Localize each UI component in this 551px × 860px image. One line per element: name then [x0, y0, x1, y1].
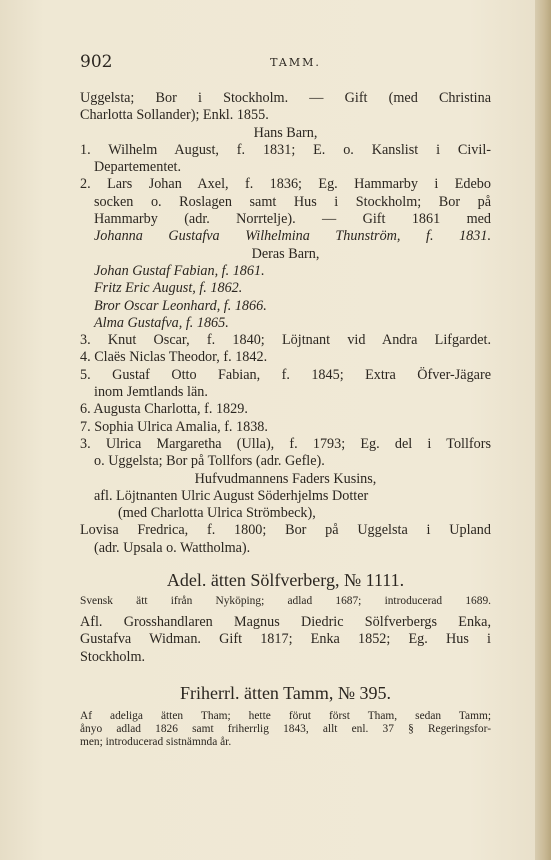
- text-line: Charlotta Sollander); Enkl. 1855.: [80, 107, 269, 124]
- page-edge: [535, 0, 551, 860]
- text-line: 3. Knut Oscar, f. 1840; Löjtnant vid Andra Lifgardet.: [80, 332, 491, 349]
- text-line: Af adeliga ätten Tham; hette förut först Tham, sedan Tamm;: [80, 709, 491, 722]
- section-heading-tamm: Friherrl. ätten Tamm, № 395.: [179, 682, 392, 703]
- text-line: o. Uggelsta; Bor på Tollfors (adr. Gefle).: [94, 453, 325, 470]
- text-line: 1. Wilhelm August, f. 1831; E. o. Kanslist i Civil-: [80, 141, 491, 158]
- text-line: 2. Lars Johan Axel, f. 1836; Eg. Hammarby i Edebo: [80, 176, 491, 193]
- text-line: Afl. Grosshandlaren Magnus Diedric Sölfverbergs Enka,: [80, 614, 491, 631]
- text-line: Fritz Eric August, f. 1862.: [94, 280, 243, 297]
- running-head: TAMM.: [270, 56, 321, 69]
- text-line: 3. Ulrica Margaretha (Ulla), f. 1793; Eg. del i Tollfors: [80, 435, 491, 452]
- text-line: socken o. Roslagen samt Hus i Stockholm; Bor på: [94, 193, 491, 210]
- text-line: Hans Barn,: [253, 124, 318, 141]
- text-line: Alma Gustafva, f. 1865.: [94, 314, 229, 331]
- text-line: inom Jemtlands län.: [94, 384, 208, 401]
- text-line: (med Charlotta Ulrica Strömbeck),: [118, 505, 316, 522]
- text-line: Johan Gustaf Fabian, f. 1861.: [94, 262, 265, 279]
- text-line: (adr. Upsala o. Wattholma).: [94, 539, 251, 556]
- text-line: 4. Claës Niclas Theodor, f. 1842.: [80, 349, 268, 366]
- text-line: ånyo adlad 1826 samt friherrlig 1843, allt enl. 37 § Regeringsfor-: [80, 722, 491, 735]
- text-line: Stockholm.: [80, 648, 146, 665]
- text-line: Hufvudmannens Faders Kusins,: [194, 470, 377, 487]
- page-header: [80, 52, 511, 74]
- page-number: 902: [80, 52, 113, 72]
- text-line: Uggelsta; Bor i Stockholm. — Gift (med Christina: [80, 90, 491, 106]
- text-line: Gustafva Widman. Gift 1817; Enka 1852; Eg. Hus i: [80, 631, 491, 648]
- text-line: Deras Barn,: [251, 245, 320, 262]
- text-line: Hammarby (adr. Norrtelje). — Gift 1861 med: [94, 211, 491, 228]
- text-line: men; introducerad sistnämnda år.: [80, 735, 232, 748]
- text-line: Departementet.: [94, 159, 182, 176]
- section-heading-solfverberg: Adel. ätten Sölfverberg, № 1111.: [166, 570, 405, 591]
- text-line: Bror Oscar Leonhard, f. 1866.: [94, 297, 267, 314]
- text-line: 6. Augusta Charlotta, f. 1829.: [80, 401, 248, 418]
- text-line: 5. Gustaf Otto Fabian, f. 1845; Extra Öfver-Jägare: [80, 366, 491, 383]
- text-line: Svensk ätt ifrån Nyköping; adlad 1687; introducerad 1689.: [80, 595, 491, 608]
- text-line: Lovisa Fredrica, f. 1800; Bor på Uggelsta i Upland: [80, 522, 491, 539]
- page-body: [80, 90, 491, 749]
- text-line: 7. Sophia Ulrica Amalia, f. 1838.: [80, 418, 268, 435]
- text-line: Johanna Gustafva Wilhelmina Thunström, f. 1831.: [94, 228, 491, 245]
- text-line: afl. Löjtnanten Ulric August Söderhjelms Dotter: [94, 487, 369, 504]
